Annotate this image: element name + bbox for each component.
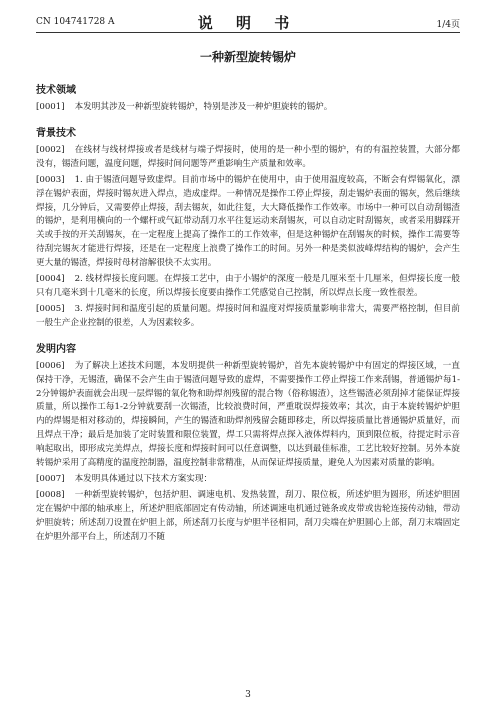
paragraph-number: [0007]: [36, 473, 65, 484]
header-rule: [36, 32, 460, 33]
paragraph-text: 1. 由于锡渣问题导致虚焊。目前市场中的锡炉在使用中，由于使用温度较高，不断会有焊锡氧化，漂浮在锡炉表面，焊接时锡灰进入焊点，造成虚焊。一种情况是操作工停止焊接，刮走锡炉表面的锡灰，然后继续焊接，几分钟后，又需要停止焊接，刮去锡灰，如此往复，大大降低操作工作效率。市场中一种可以自动刮锡渣的锡炉，是利用横向的一个螺杆或气缸带动刮刀水平往复运动来刮锡灰，可以自动定时刮锡灰，或者采用脚踩开关或手按的开关刮锡灰，在一定程度上提高了操作工的工作效率，但是这种锡炉在刮锡灰的时候，操作工需要等待刮完锡灰才能进行焊接，还是在一定程度上浪费了操作工的时间。另外一种是类似波峰焊结构的锡炉，会产生更大量的锡渣，焊接时母材溶解很快不太实用。: [36, 174, 460, 269]
paragraph-0008: [36, 489, 460, 545]
paragraph-number: [0002]: [36, 144, 65, 155]
paragraph-number: [0003]: [36, 174, 65, 185]
paragraph-number: [0008]: [36, 489, 65, 500]
page-number: 3: [245, 690, 251, 700]
publication-number: CN 104741728 A: [36, 17, 115, 27]
page-indicator: 1/4页: [436, 20, 460, 30]
invention-title: 一种新型旋转锡炉: [199, 50, 296, 64]
document-type: 说 明 书: [197, 14, 299, 32]
paragraph-text: 2. 线材焊接长度问题。在焊接工艺中，由于小锡炉的深度一般是几厘米至十几厘米，但焊接长度一般只有几毫米到十几毫米的长度，所以焊接长度要由操作工凭感觉自己控制，所以焊点长度一致性很差。: [36, 274, 460, 298]
paragraph-text: 本发明具体通过以下技术方案实现：: [74, 473, 213, 484]
paragraph-text: 在线材与线材焊接或者是线材与端子焊接时，使用的是一种小型的锡炉，有的有温控装置，大部分都没有，锡渣问题，温度问题，焊接时间问题等严重影响生产质量和效率。: [36, 144, 460, 169]
paragraph-0002: [36, 144, 460, 172]
paragraph-text: 3. 焊接时间和温度引起的质量问题。焊接时间和温度对焊接质量影响非常大，需要严格控制，但目前一般生产企业控制的很差，人为因素较多。: [36, 303, 460, 328]
paragraph-0004: [36, 273, 460, 301]
paragraph-0005: [36, 303, 460, 331]
paragraph-number: [0001]: [36, 102, 65, 112]
paragraph-number: [0005]: [36, 303, 65, 314]
paragraph-0006: [36, 360, 460, 471]
paragraph-text: 为了解决上述技术问题，本发明提供一种新型旋转锡炉，首先本旋转锡炉中有固定的焊接区域，一直保持干净，无锡渣，确保不会产生由于锡渣问题导致的虚焊，不需要操作工停止焊接工作来刮锡，普通锡炉每1-2分钟锡炉表面就会出现一层焊锡的氧化物和助焊剂残留的混合物（俗称锡渣），这些锡渣必须刮掉才能保证焊接质量，所以操作工每1-2分钟就要刮一次锡渣，比较浪费时间，严重耽误焊接效率；其次，由于本旋转锡炉炉胆内的焊锡是相对移动的，焊接瞬间，产生的锡渣和助焊剂残留会随即移走，所以焊接质量比普通锡炉质量好，而且焊点干净；最后是加装了定时装置和限位装置，焊工只需将焊点探入液体焊料内，顶到限位板，待提定时示音响起取出，即形成完美焊点，焊接长度和焊接时间可以任意调整，以达到最佳标准，工艺比较好控制。另外本旋转锡炉采用了高精度的温度控制器，温度控制非常精准，从而保证焊接质量，避免人为因素对质量的影响。: [36, 360, 460, 469]
paragraph-0001: [36, 101, 460, 115]
paragraph-number: [0006]: [36, 360, 65, 371]
paragraph-text: 本发明其涉及一种新型旋转锡炉，特别是涉及一种炉胆旋转的锡炉。: [74, 102, 333, 112]
section-heading-background: 背景技术: [36, 127, 76, 139]
paragraph-0007: [36, 473, 460, 487]
page-header: [36, 12, 460, 32]
document-body: [36, 50, 460, 546]
paragraph-text: 一种新型旋转锡炉，包括炉胆、调速电机、发热装置，刮刀、限位板，所述炉胆为圆形，所述炉胆固定在锡炉中部的轴承座上，所述炉胆底部固定有传动轴，所述调速电机通过链条或皮带或齿轮连接传动轴，带动炉胆旋转；所述刮刀设置在炉胆上部，所述刮刀长度与炉胆半径相同，刮刀尖端在炉胆圆心上部，刮刀末端固定在炉胆外部平台上，所述刮刀不随: [36, 489, 460, 542]
paragraph-number: [0004]: [36, 274, 65, 285]
section-heading-summary: 发明内容: [36, 343, 76, 355]
section-heading-technical-field: 技术领域: [36, 85, 76, 96]
paragraph-0003: [36, 174, 460, 271]
